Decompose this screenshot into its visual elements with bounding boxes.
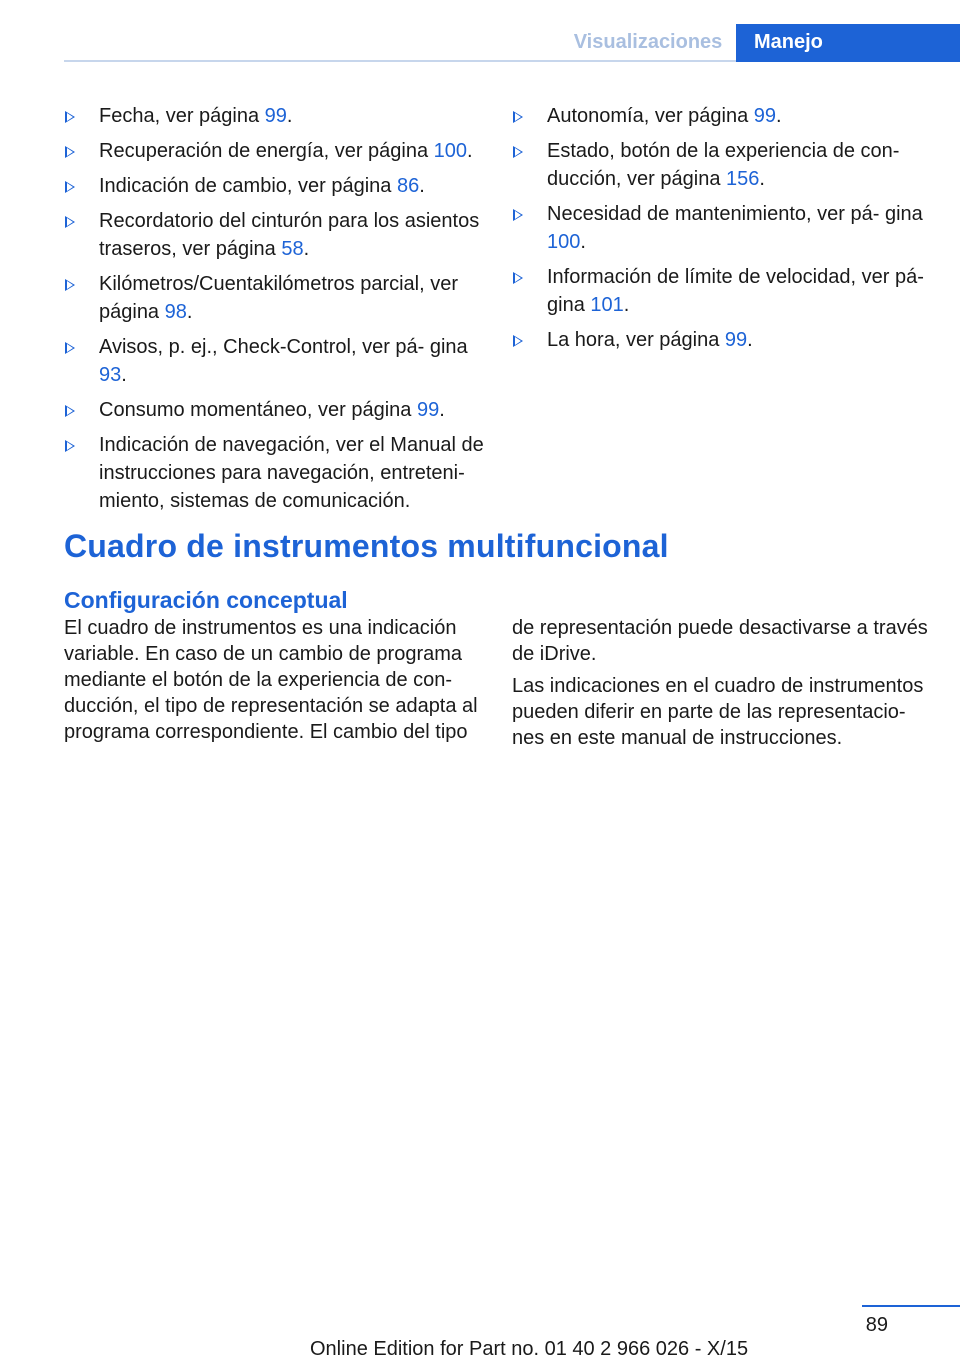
tab-visualizaciones[interactable]: Visualizaciones — [573, 31, 723, 53]
list-item-suffix: . — [623, 294, 630, 316]
page-reference-link[interactable]: 99 — [724, 329, 748, 351]
list-item-suffix: . — [419, 175, 425, 197]
right-bullet-column — [512, 102, 927, 361]
triangle-bullet-icon — [65, 216, 75, 228]
list-item — [512, 263, 927, 319]
page-reference-link[interactable]: 93 — [99, 364, 122, 386]
list-item — [64, 137, 484, 165]
list-item-text: Fecha, ver página — [99, 105, 265, 127]
body-left-column — [64, 615, 484, 751]
list-item-text: Consumo momentáneo, ver página — [99, 399, 417, 421]
triangle-bullet-icon — [65, 279, 75, 291]
page-reference-link[interactable]: 58 — [281, 238, 304, 260]
section-subtitle: Configuración conceptual — [64, 587, 348, 613]
list-item — [64, 396, 484, 424]
edition-note: Online Edition for Part no. 01 40 2 966 026 - X/15 — [310, 1338, 749, 1360]
list-item-text: Necesidad de mantenimiento, ver pá‐ gina — [547, 203, 923, 225]
triangle-bullet-icon — [65, 146, 75, 158]
page-reference-link[interactable]: 156 — [726, 168, 760, 190]
list-item — [512, 200, 927, 256]
triangle-bullet-icon — [513, 146, 523, 158]
list-item — [512, 102, 927, 130]
section-title: Cuadro de instrumentos multifuncional — [64, 528, 669, 564]
list-item — [64, 172, 484, 200]
triangle-bullet-icon — [513, 335, 523, 347]
page-reference-link[interactable]: 101 — [590, 294, 624, 316]
list-item-text: Recuperación de energía, ver página — [99, 140, 434, 162]
left-bullet-column — [64, 102, 484, 522]
body-right-column — [512, 615, 932, 757]
list-item-suffix: . — [186, 301, 193, 323]
list-item — [64, 102, 484, 130]
list-item-text: La hora, ver página — [547, 329, 725, 351]
list-item-suffix: . — [121, 364, 127, 386]
right-bullet-list — [512, 102, 927, 354]
triangle-bullet-icon — [513, 111, 523, 123]
page-reference-link[interactable]: 100 — [433, 140, 468, 162]
page-reference-link[interactable]: 99 — [264, 105, 287, 127]
body-paragraph: de representación puede desactivarse a través de iDrive. — [512, 617, 928, 665]
list-item-suffix: . — [759, 168, 765, 190]
page-reference-link[interactable]: 99 — [753, 105, 777, 127]
list-item — [512, 326, 927, 354]
list-item — [64, 333, 484, 389]
list-item-text: Kilómetros/Cuentakilómetros parcial, ver página — [99, 273, 459, 323]
list-item-text: Recordatorio del cinturón para los asientos traseros, ver página — [99, 210, 480, 260]
body-paragraph: El cuadro de instrumentos es una indicación variable. En caso de un cambio de programa mediante el botón de la experiencia de con‐ ducción, el tipo de representación se adapta al programa correspondiente. El cambio del tipo — [64, 617, 478, 743]
footer-rule — [862, 1305, 960, 1307]
list-item-text: Avisos, p. ej., Check-Control, ver pá‐ gina — [99, 336, 468, 358]
triangle-bullet-icon — [513, 209, 523, 221]
left-bullet-list — [64, 102, 484, 515]
triangle-bullet-icon — [65, 342, 75, 354]
list-item — [64, 431, 484, 515]
page-reference-link[interactable]: 86 — [396, 175, 420, 197]
list-item-suffix: . — [580, 231, 586, 253]
list-item-text: Autonomía, ver página — [547, 105, 754, 127]
list-item-suffix: . — [303, 238, 310, 260]
list-item-text: Indicación de navegación, ver el Manual de instrucciones para navegación, entreteni‐ miento, sistemas de comunicación. — [99, 434, 484, 512]
triangle-bullet-icon — [65, 405, 75, 417]
triangle-bullet-icon — [65, 440, 75, 452]
list-item-suffix: . — [776, 105, 782, 127]
list-item-suffix: . — [286, 105, 293, 127]
triangle-bullet-icon — [513, 272, 523, 284]
page-reference-link[interactable]: 100 — [547, 231, 581, 253]
triangle-bullet-icon — [65, 111, 75, 123]
triangle-bullet-icon — [65, 181, 75, 193]
tab-manejo[interactable]: Manejo — [736, 24, 960, 62]
list-item — [64, 270, 484, 326]
page-reference-link[interactable]: 99 — [416, 399, 440, 421]
page-reference-link[interactable]: 98 — [164, 301, 187, 323]
list-item — [64, 207, 484, 263]
list-item-text: Información de límite de velocidad, ver pá‐ gina — [547, 266, 924, 316]
body-paragraph: Las indicaciones en el cuadro de instrumentos pueden diferir en parte de las representacio‐ nes en este manual de instrucciones. — [512, 675, 924, 749]
list-item-suffix: . — [439, 399, 445, 421]
list-item — [512, 137, 927, 193]
list-item-text: Estado, botón de la experiencia de con‐ ducción, ver página — [547, 140, 900, 190]
page-number: 89 — [865, 1314, 888, 1336]
list-item-text: Indicación de cambio, ver página — [99, 175, 397, 197]
list-item-suffix: . — [747, 329, 753, 351]
list-item-suffix: . — [467, 140, 473, 162]
